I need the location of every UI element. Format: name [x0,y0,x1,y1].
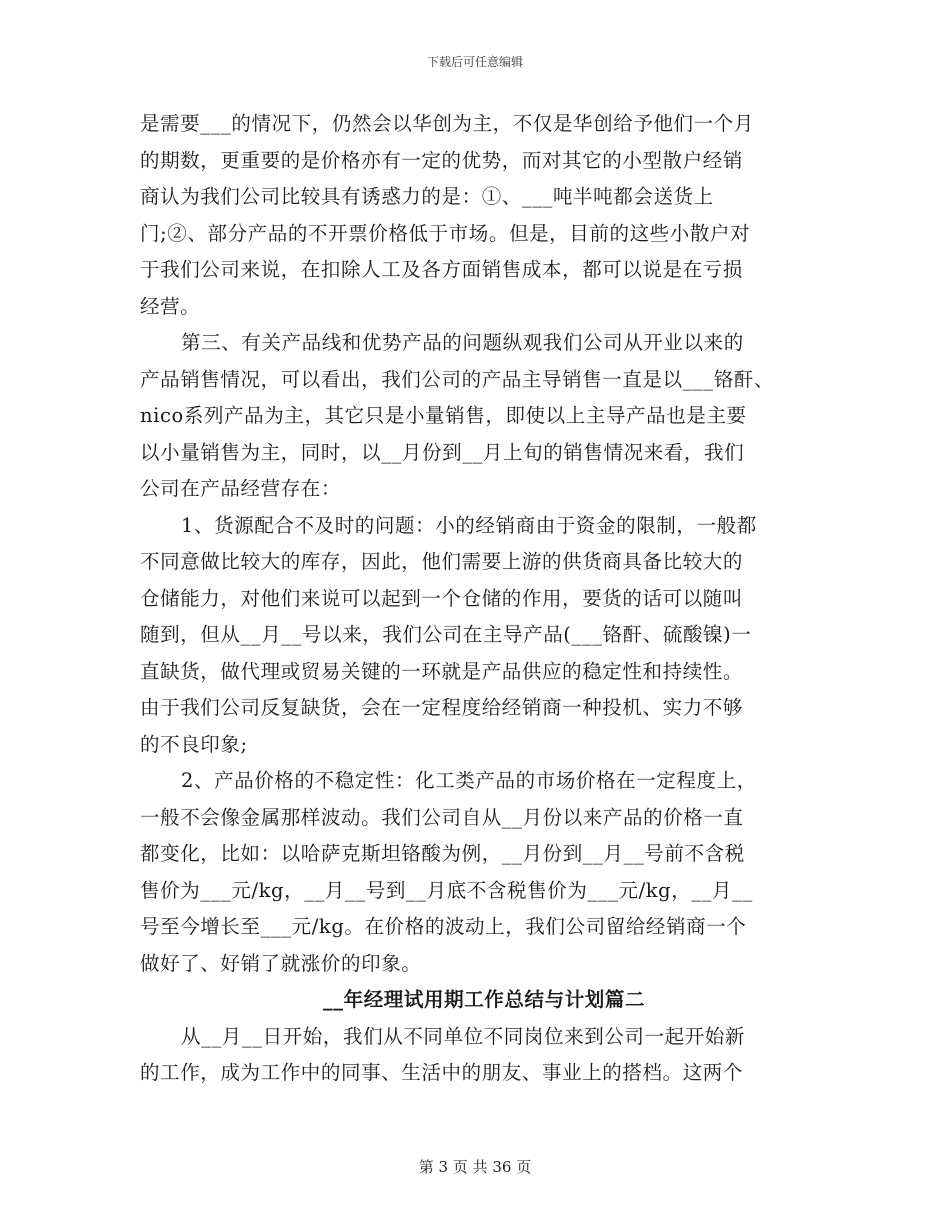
text-line: 门;②、部分产品的不开票价格低于市场。但是，目前的这些小散户对 [140,221,751,245]
page-header: 下载后可任意编辑 [426,55,523,69]
text-line: 做好了、好销了就涨价的印象。 [140,951,422,975]
section-heading: __年经理试用期工作总结与计划篇二 [322,988,646,1011]
page-number-footer: 第 3 页 共 36 页 [418,1158,532,1176]
text-line: 售价为___元/kg，__月__号到__月底不含税售价为___元/kg，__月__ [140,878,753,902]
text-line: 产品销售情况，可以看出，我们公司的产品主导销售一直是以___铬酐、 [140,367,775,391]
text-line: 公司在产品经营存在： [140,477,342,500]
text-line: 经营。 [140,294,201,318]
text-line: 由于我们公司反复缺货，会在一定程度给经销商一种投机、实力不够 [140,696,744,719]
text-line: 都变化，比如：以哈萨克斯坦铬酸为例，__月份到__月__号前不含税 [140,842,745,865]
text-line: 的期数，更重要的是价格亦有一定的优势，而对其它的小型散户经销 [140,148,744,172]
text-line: 的工作，成为工作中的同事、生活中的朋友、事业上的搭档。这两个 [140,1061,744,1084]
text-line: 号至今增长至___元/kg。在价格的波动上，我们公司留给经销商一个 [140,915,747,938]
text-line: 直缺货，做代理或贸易关键的一环就是产品供应的稳定性和持续性。 [140,659,744,683]
paragraph-start-line: 从__月__日开始，我们从不同单位不同岗位来到公司一起开始新 [181,1024,746,1048]
text-line: nico系列产品为主，其它只是小量销售，即使以上主导产品也是主要 [140,404,747,427]
paragraph-start-line: 1、货源配合不及时的问题：小的经销商由于资金的限制，一般都 [181,513,757,537]
document-body [140,106,820,1092]
text-line: 不同意做比较大的库存，因此，他们需要上游的供货商具备比较大的 [140,550,744,573]
paragraph-start-line: 2、产品价格的不稳定性：化工类产品的市场价格在一定程度上， [181,769,757,792]
text-line: 于我们公司来说，在扣除人工及各方面销售成本，都可以说是在亏损 [140,258,744,281]
paragraph-start-line: 第三、有关产品线和优势产品的问题纵观我们公司从开业以来的 [181,331,744,354]
text-line: 的不良印象; [140,732,248,756]
text-line: 以小量销售为主，同时，以__月份到__月上旬的销售情况来看，我们 [140,440,745,464]
text-line: 仓储能力，对他们来说可以起到一个仓储的作用，要货的话可以随叫 [140,586,744,610]
text-line: 是需要___的情况下，仍然会以华创为主，不仅是华创给予他们一个月 [140,112,754,135]
text-line: 随到，但从__月__号以来，我们公司在主导产品(___铬酐、硫酸镍)一 [140,623,752,646]
text-line: 一般不会像金属那样波动。我们公司自从__月份以来产品的价格一直 [140,805,744,829]
text-line: 商认为我们公司比较具有诱惑力的是：①、___吨半吨都会送货上 [140,185,714,208]
